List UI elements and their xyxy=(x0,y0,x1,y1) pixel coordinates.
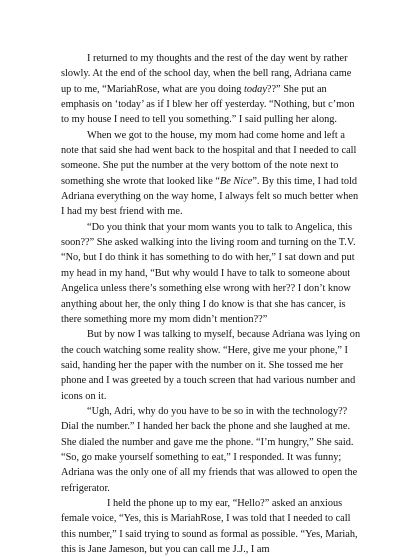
text-run: I held the phone up to my ear, “Hello?” asked an anxious female voice, “Yes, this is MariahRose, I was told that I needed to call this number,” I said trying to sound as formal as possible. “Yes, Mariah, this is Jane Jameson, but you can call me J.J., I am xyxy=(61,497,358,555)
text-run: But by now I was talking to myself, because Adriana was lying on the couch watching some reality show. “Here, give me your phone,” I said, handing her the paper with the number on it. She tossed me her phone and I was greeted by a touch screen that had various number and icons on it. xyxy=(61,329,361,402)
body-text xyxy=(61,51,364,557)
paragraph xyxy=(61,220,364,327)
emphasis-text: today xyxy=(244,83,267,95)
text-run: ??” She put an emphasis on ‘today’ as if I blew her off yesterday. “Nothing, but c’mon to my house I need to tell you something.” I said pulling her along. xyxy=(61,83,355,126)
emphasis-text: Be Nice xyxy=(220,175,253,187)
paragraph xyxy=(61,51,364,128)
paragraph xyxy=(61,496,364,557)
text-run: “Ugh, Adri, why do you have to be so in with the technology?? Dial the number.” I handed her back the phone and she laughed at me. She dialed the number and gave me the phone. “I’m hungry,” She said. “So, go make yourself something to eat,” I responded. It was funny; Adriana was the only one of all my friends that was allowed to open the refrigerator. xyxy=(61,405,358,494)
text-run: When we got to the house, my mom had come home and left a note that said she had went back to the hospital and that I needed to call someone. She put the number at the very bottom of the note next to something she wrote that looked like “ xyxy=(61,129,357,187)
paragraph xyxy=(61,128,364,220)
paragraph xyxy=(61,327,364,404)
text-run: “Do you think that your mom wants you to talk to Angelica, this soon??” She asked walking into the living room and turning on the T.V. “No, but I do think it has something to do with her,” I sat down and put my head in my hand, “But why would I have to talk to someone about Angelica unless there’s something else wrong with her?? I don’t know anything about her, the only thing I do know is that she has cancer, is there something more my mom didn’t mention??” xyxy=(61,221,356,325)
text-run: ”. By this time, I had told Adriana everything on the way home, I always felt so much better when I had my best friend with me. xyxy=(61,175,359,218)
paragraph xyxy=(61,404,364,496)
text-run: I returned to my thoughts and the rest of the day went by rather slowly. At the end of the school day, when the bell rang, Adriana came up to me, “MariahRose, what are you doing xyxy=(61,53,352,95)
